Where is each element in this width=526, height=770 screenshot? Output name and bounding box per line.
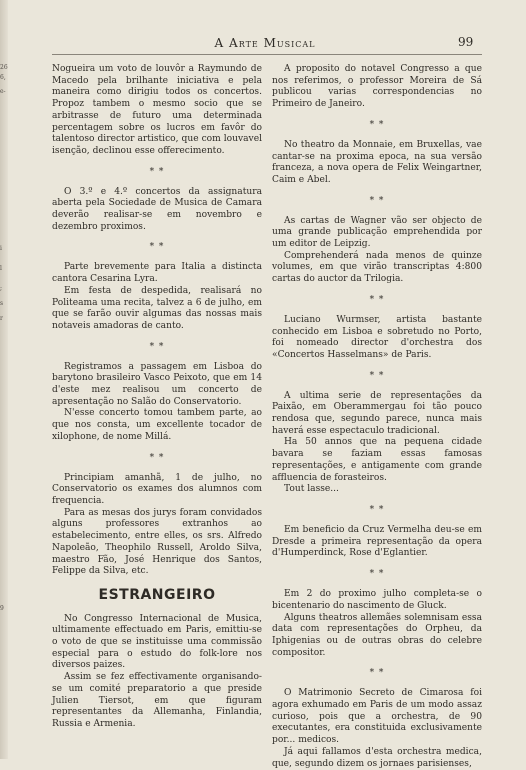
- section-divider-asterisks: * *: [369, 668, 385, 679]
- section-divider-asterisks: * *: [149, 242, 165, 253]
- paragraph: Luciano Wurmser, artista bastante conhecido em Lisboa e sobretudo no Porto, foi nomeado director d'orchestra dos «Concertos Hasselmans» de Paris.: [272, 314, 482, 360]
- section-divider-asterisks: * *: [369, 370, 385, 381]
- paragraph: Em festa de despedida, realisará no Politeama uma recita, talvez a 6 de julho, em que se farão ouvir algumas das nossas mais notaveis amadoras de canto.: [52, 285, 262, 331]
- paragraph: Assim se fez effectivamente organisando-se um comité preparatorio a que preside Julien Tiersot, em que figuram representantes da Allemanha, Finlandia, Russia e Armenia.: [52, 672, 262, 729]
- paragraph: No theatro da Monnaie, em Bruxellas, vae cantar-se na proxima epoca, na sua versão franceza, a nova opera de Felix Weingartner, Caim e Abel.: [272, 139, 482, 185]
- paragraph: Nogueira um voto de louvôr a Raymundo de Macedo pela brilhante iniciativa e pela maneira como dirigiu todos os concertos. Propoz tambem o mesmo socio que se arbitrasse de futuro uma determinada percentagem sobre os lucros em favôr do talentoso director artistico, que com louvavel isenção, declinou esse offerecimento.: [52, 64, 262, 156]
- section-divider-asterisks: * *: [369, 119, 385, 130]
- paragraph: Principiam amanhã, 1 de julho, no Conservatorio os exames dos alumnos com frequencia.: [52, 472, 262, 506]
- right-column: [272, 64, 482, 770]
- section-heading: ESTRANGEIRO: [98, 586, 216, 603]
- edge-fragment: e-: [0, 88, 6, 95]
- paragraph: A ultima serie de representações da Paixão, em Oberammergau foi tão pouco rendosa que, segundo parece, nunca mais haverá esse espectaculo tradicional.: [272, 390, 482, 436]
- edge-fragment: 9: [0, 605, 4, 612]
- edge-fragment: r: [0, 315, 3, 322]
- section-divider-asterisks: * *: [149, 166, 165, 177]
- paragraph: Registramos a passagem em Lisboa do barytono brasileiro Vasco Peixoto, que em 14 d'este mez realisou um concerto de apresentação no Salão do Conservatorio.: [52, 361, 262, 407]
- paragraph: Alguns theatros allemães solemnisam essa data com representações do Orpheu, da Iphigenias ou de outras obras do celebre compositor.: [272, 612, 482, 658]
- edge-fragment: i: [0, 245, 2, 252]
- section-divider-asterisks: * *: [369, 504, 385, 515]
- paragraph: N'esse concerto tomou tambem parte, ao que nos consta, um excellente tocador de xilophone, de nome Millá.: [52, 408, 262, 442]
- paragraph: As cartas de Wagner vão ser objecto de uma grande publicação emprehendida por um editor de Leipzig.: [272, 215, 482, 250]
- paragraph: Tout lasse...: [284, 484, 339, 495]
- edge-fragment: 26: [0, 64, 8, 71]
- section-divider-asterisks: * *: [149, 452, 165, 463]
- paragraph: Em beneficio da Cruz Vermelha deu-se em Dresde a primeira representação da opera d'Humperdinck, Rose d'Eglantier.: [272, 524, 482, 559]
- page-number: 99: [458, 35, 474, 49]
- running-header-title: A Arte Musical: [214, 36, 316, 50]
- paragraph: Para as mesas dos jurys foram convidados alguns professores extranhos ao estabelecimento, entre elles, os srs. Alfredo Napoleão, Theophilo Russell, Aroldo Silva, maestro Fão, José Henrique dos Santos, Felippe da Silva, etc.: [52, 507, 262, 577]
- paragraph: O 3.º e 4.º concertos da assignatura aberta pela Sociedade de Musica de Camara deverão realisar-se em novembro e dezembro proximos.: [52, 186, 262, 232]
- binding-edge: [0, 0, 8, 759]
- edge-fragment: 6,: [0, 74, 6, 81]
- paragraph: Comprehenderá nada menos de quinze volumes, em que virão transcriptas 4:800 cartas do auctor da Trilogia.: [272, 250, 482, 285]
- edge-fragment: s: [0, 300, 4, 307]
- paragraph: A proposito do notavel Congresso a que nos referimos, o professor Moreira de Sá publicou varias correspondencias no Primeiro de Janeiro.: [272, 64, 482, 110]
- paragraph: Ha 50 annos que na pequena cidade bavara se faziam essas famosas representações, e antigamente com grande affluencia de forasteiros.: [272, 437, 482, 483]
- header-rule: [52, 54, 482, 55]
- edge-fragment: l: [0, 265, 2, 272]
- left-column: [52, 64, 262, 731]
- paragraph: Já aqui fallamos d'esta orchestra medica, que, segundo dizem os jornaes parisienses,: [272, 746, 482, 769]
- section-divider-asterisks: * *: [369, 195, 385, 206]
- edge-fragment: ;: [0, 285, 3, 292]
- section-divider-asterisks: * *: [369, 294, 385, 305]
- section-divider-asterisks: * *: [369, 569, 385, 580]
- paragraph: Parte brevemente para Italia a distincta cantora Cesarina Lyra.: [52, 262, 262, 285]
- paragraph: O Matrimonio Secreto de Cimarosa foi agora exhumado em Paris de um modo assaz curioso, pois que a orchestra, de 90 executantes, era constituida exclusivamente por... medicos.: [272, 688, 482, 746]
- section-divider-asterisks: * *: [149, 341, 165, 352]
- paragraph: Em 2 do proximo julho completa-se o bicentenario do nascimento de Gluck.: [272, 589, 482, 611]
- paragraph: No Congresso Internacional de Musica, ultimamente effectuado em Paris, emittiu-se o voto de que se instituisse uma commissão especial para o estudo do folk-lore nos diversos paizes.: [52, 613, 262, 671]
